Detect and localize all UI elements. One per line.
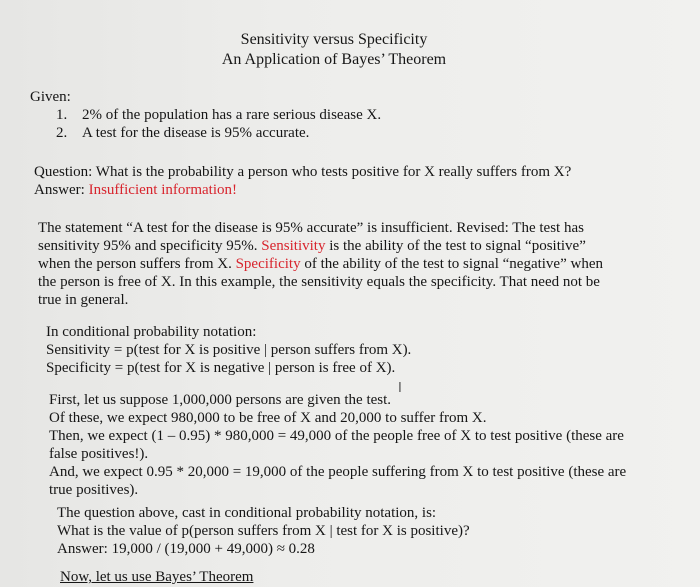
answer-value: Insufficient information! bbox=[88, 182, 238, 198]
conclusion-line: What is the value of p(person suffers from X | test for X is positive)? bbox=[57, 523, 470, 539]
sensitivity-definition: Sensitivity = p(test for X is positive | person suffers from X). bbox=[46, 342, 412, 358]
specificity-term: Specificity bbox=[235, 256, 301, 272]
example-line: First, let us suppose 1,000,000 persons are given the test. bbox=[49, 392, 392, 408]
statement-line: true in general. bbox=[38, 292, 129, 308]
list-number: 2. bbox=[56, 125, 68, 141]
statement-line: the person is free of X. In this example, the sensitivity equals the specificity. That need not be bbox=[38, 274, 600, 290]
list-item bbox=[56, 124, 381, 142]
statement-line: The statement “A test for the disease is 95% accurate” is insufficient. Revised: The test has bbox=[38, 220, 584, 236]
specificity-definition: Specificity = p(test for X is negative | person is free of X). bbox=[46, 360, 396, 376]
statement-line bbox=[38, 237, 603, 255]
answer-label: Answer: bbox=[34, 182, 89, 198]
question-line: Question: What is the probability a person who tests positive for X really suffers from X? bbox=[34, 164, 572, 180]
example-line: true positives). bbox=[49, 482, 139, 498]
conclusion-line: The question above, cast in conditional probability notation, is: bbox=[57, 505, 437, 521]
example-line: Of these, we expect 980,000 to be free of X and 20,000 to suffer from X. bbox=[49, 410, 487, 426]
statement-paragraph bbox=[38, 219, 603, 309]
conclusion-answer: Answer: 19,000 / (19,000 + 49,000) ≈ 0.28 bbox=[57, 541, 315, 557]
text-span: when the person suffers from X. bbox=[38, 256, 236, 272]
example-line: false positives!). bbox=[49, 446, 149, 462]
page-subtitle: An Application of Bayes’ Theorem bbox=[221, 51, 447, 68]
question-section bbox=[34, 163, 571, 199]
text-span: sensitivity 95% and specificity 95%. bbox=[38, 238, 262, 254]
page-title: Sensitivity versus Specificity bbox=[240, 31, 428, 48]
answer-line bbox=[34, 181, 571, 199]
example-line: Then, we expect (1 – 0.95) * 980,000 = 49,000 of the people free of X to test positive (these are bbox=[49, 428, 624, 444]
notation-section bbox=[46, 323, 411, 377]
next-section-line: Now, let us use Bayes’ Theorem bbox=[60, 569, 254, 585]
header bbox=[0, 30, 668, 70]
list-text: A test for the disease is 95% accurate. bbox=[82, 125, 310, 141]
conclusion-section bbox=[57, 504, 470, 558]
text-cursor-icon: I bbox=[398, 381, 402, 396]
text-span: is the ability of the test to signal “positive” bbox=[325, 238, 586, 254]
given-label: Given: bbox=[30, 89, 71, 105]
example-line: And, we expect 0.95 * 20,000 = 19,000 of the people suffering from X to test positive (these are bbox=[49, 464, 627, 480]
text-span: of the ability of the test to signal “negative” when bbox=[300, 256, 603, 272]
sensitivity-term: Sensitivity bbox=[261, 238, 326, 254]
given-list bbox=[56, 106, 381, 142]
list-item bbox=[56, 106, 381, 124]
given-section bbox=[30, 88, 381, 142]
notation-intro: In conditional probability notation: bbox=[46, 324, 257, 340]
list-text: 2% of the population has a rare serious disease X. bbox=[82, 107, 382, 123]
example-section bbox=[49, 391, 626, 499]
list-number: 1. bbox=[56, 107, 68, 123]
statement-line bbox=[38, 255, 603, 273]
